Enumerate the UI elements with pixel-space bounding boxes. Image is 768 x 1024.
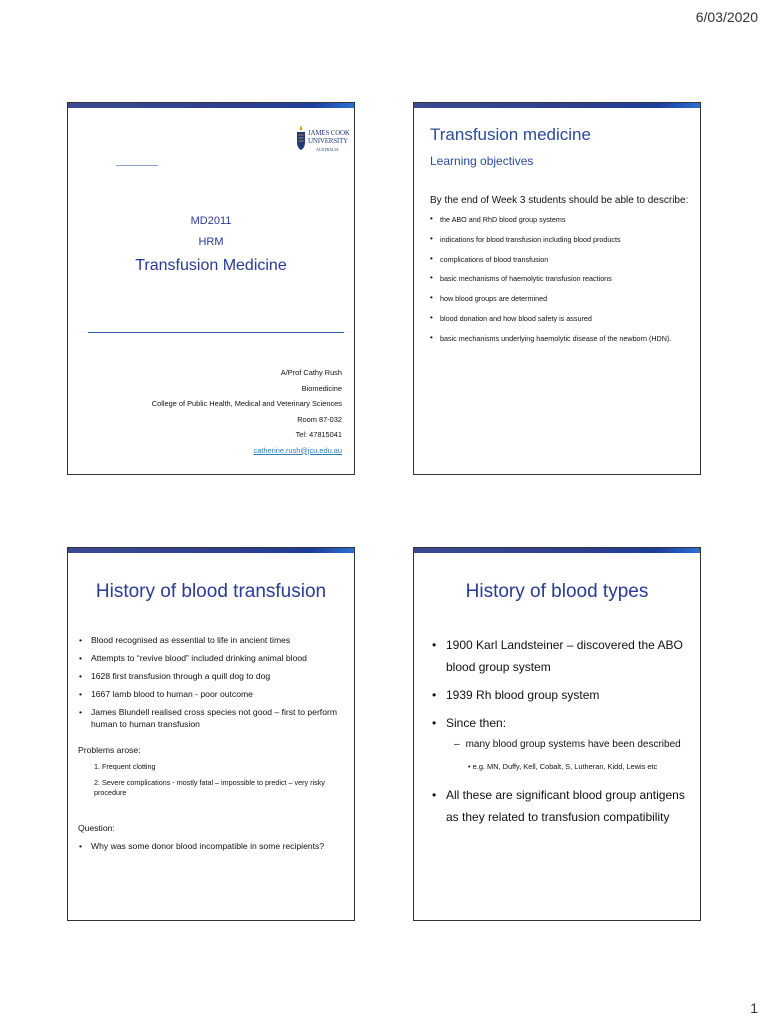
header-divider: [116, 165, 158, 166]
presenter-discipline: Biomedicine: [301, 383, 342, 393]
presenter-info: [152, 365, 342, 458]
list-item: • complications of blood transfusion: [430, 255, 671, 275]
question-heading: Question:: [78, 823, 115, 833]
list-item: • basic mechanisms of haemolytic transfusion reactions: [430, 274, 671, 294]
slide-title: History of blood types: [465, 581, 649, 602]
problems-heading: Problems arose:: [78, 745, 141, 755]
slide-title: Transfusion medicine: [430, 125, 591, 144]
sub-item-text: many blood group systems have been described: [465, 739, 681, 750]
crest-icon: [296, 125, 306, 151]
list-item: • Since then:: [432, 712, 690, 734]
objectives-intro: By the end of Week 3 students should be able to describe:: [430, 195, 689, 206]
dash-marker: –: [454, 739, 460, 750]
list-item: • 1900 Karl Landsteiner – discovered the ABO blood group system: [432, 634, 690, 678]
slide-top-bar: [68, 103, 354, 108]
objectives-list: [430, 215, 671, 354]
slide-1-title: [67, 102, 355, 475]
problem-item: 1. Frequent clotting: [94, 762, 156, 771]
sub-list-item: [454, 739, 681, 750]
slide-title: Transfusion Medicine: [135, 257, 287, 274]
blood-types-list: [432, 634, 690, 740]
course-code: MD2011: [190, 215, 232, 227]
history-list: [78, 634, 348, 730]
list-item: • 1939 Rh blood group system: [432, 684, 690, 706]
logo-line-3: AUSTRALIA: [316, 147, 339, 152]
blood-types-list-2: [432, 784, 690, 828]
logo-line-2: UNIVERSITY: [308, 137, 348, 145]
list-item: • how blood groups are determined: [430, 294, 671, 314]
slide-3-history-transfusion: [67, 547, 355, 921]
list-item: • the ABO and RhD blood group systems: [430, 215, 671, 235]
list-item: • 1667 lamb blood to human - poor outcome: [78, 688, 348, 700]
list-item: • basic mechanisms underlying haemolytic disease of the newborn (HDN).: [430, 334, 671, 354]
presenter-room: Room 87-032: [297, 414, 342, 424]
list-item: • 1628 first transfusion through a quill dog to dog: [78, 670, 348, 682]
slide-body: [78, 634, 348, 858]
list-item: • Blood recognised as essential to life in ancient times: [78, 634, 348, 646]
slide-4-history-types: [413, 547, 701, 921]
presenter-name: A/Prof Cathy Rush: [280, 368, 342, 377]
list-item: • Why was some donor blood incompatible in some recipients?: [78, 840, 348, 852]
page-number: 1: [750, 1000, 758, 1016]
slide-title: History of blood transfusion: [95, 581, 327, 602]
university-logo: [296, 123, 348, 163]
slide-2-objectives: [413, 102, 701, 475]
list-item: • indications for blood transfusion including blood products: [430, 235, 671, 255]
print-date: 6/03/2020: [695, 9, 758, 25]
sub-sub-list-item: • e.g. MN, Duffy, Kell, Cobalt, S, Lutheran, Kidd, Lewis etc: [468, 762, 658, 771]
title-divider: [88, 332, 344, 333]
slide-subtitle: Learning objectives: [430, 154, 534, 168]
list-item: • James Blundell realised cross species not good – first to perform human to human transfusion: [78, 706, 348, 730]
question-list: [78, 840, 348, 852]
list-item: • All these are significant blood group antigens as they related to transfusion compatibility: [432, 784, 690, 828]
sub-sub-item-text: e.g. MN, Duffy, Kell, Cobalt, S, Lutheran, Kidd, Lewis etc: [472, 762, 658, 771]
problem-item: 2. Severe complications - mostly fatal – impossible to predict – very risky procedure: [94, 778, 325, 797]
list-item: • Attempts to “revive blood” included drinking animal blood: [78, 652, 348, 664]
slide-top-bar: [68, 548, 354, 553]
presenter-college: College of Public Health, Medical and Veterinary Sciences: [151, 399, 342, 408]
course-subject: HRM: [198, 236, 224, 248]
list-item: • blood donation and how blood safety is assured: [430, 314, 671, 334]
logo-line-1: JAMES COOK: [308, 129, 350, 137]
presenter-tel: Tel: 47815041: [295, 430, 342, 439]
slide-top-bar: [414, 548, 700, 553]
slide-top-bar: [414, 103, 700, 108]
presenter-email-link[interactable]: catherine.rush@jcu.edu.au: [253, 445, 342, 455]
